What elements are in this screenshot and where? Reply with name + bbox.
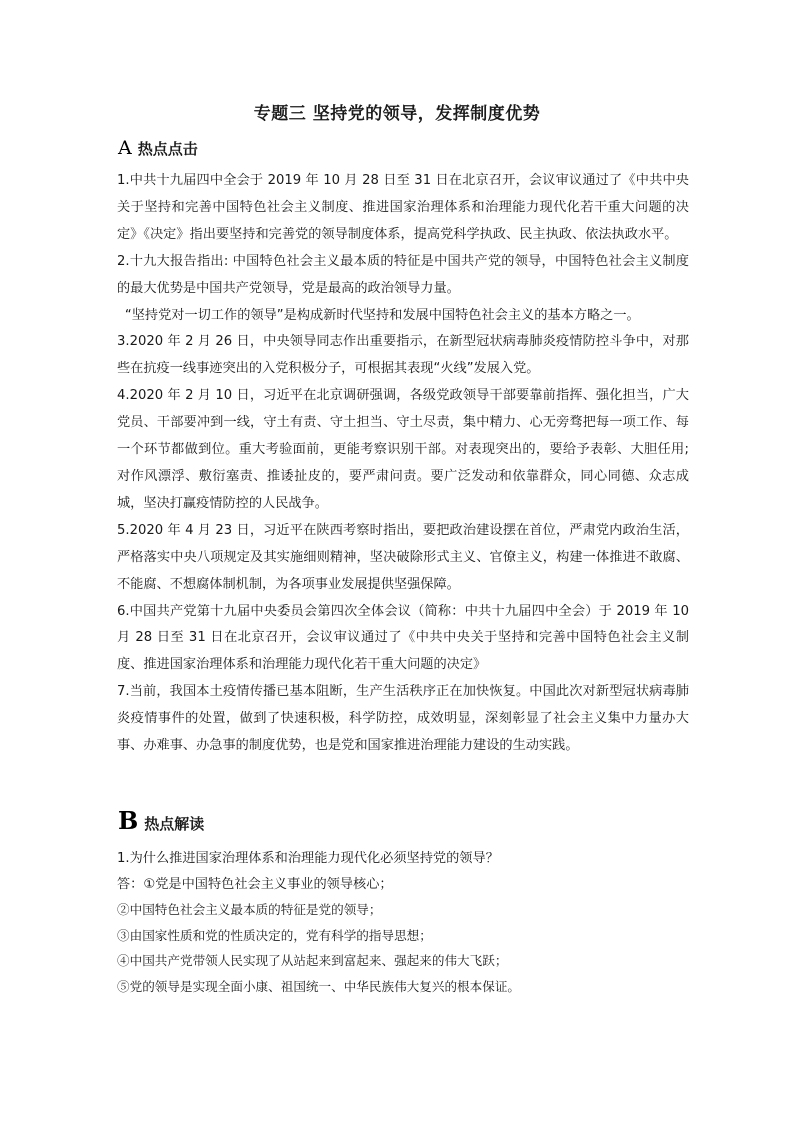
section-a-letter: A	[118, 137, 132, 159]
interpretation-block	[117, 846, 697, 1000]
hot-topics-list	[117, 168, 689, 760]
hot-topic-item-2: 2.十九大报告指出: 中国特色社会主义最本质的特征是中国共产党的领导，中国特色社会主义制度的最大优势是中国共产党领导，党是最高的政治领导力量。	[117, 253, 689, 296]
answer-line-5: ⑤党的领导是实现全面小康、祖国统一、中华民族伟大复兴的根本保证。	[117, 978, 520, 994]
question: 1.为什么推进国家治理体系和治理能力现代化必须坚持党的领导？	[117, 851, 499, 866]
section-b-heading	[118, 806, 204, 835]
section-b-letter: B	[118, 806, 139, 835]
hot-topic-item-3: 3.2020 年 2 月 26 日，中央领导同志作出重要指示，在新型冠状病毒肺炎疫情防控斗争中，对那些在抗疫一线事迹突出的入党积极分子，可根据其表现“火线”发展入党。	[117, 334, 689, 377]
hot-topic-item-5: 5.2020 年 4 月 23 日，习近平在陕西考察时指出，要把政治建设摆在首位，严肃党内政治生活，严格落实中央八项规定及其实施细则精神，坚决破除形式主义、官僚主义，构建一体推进不敢腐、不能腐、不想腐体制机制，为各项事业发展提供坚强保障。	[117, 522, 689, 592]
answer-line-4: ④中国共产党带领人民实现了从站起来到富起来、强起来的伟大飞跃；	[117, 953, 508, 969]
section-b-label: 热点解读	[144, 815, 205, 833]
page-title: 专题三 坚持党的领导，发挥制度优势	[253, 104, 541, 124]
section-a-label: 热点点击	[137, 140, 198, 158]
hot-topic-item-6: 6.中国共产党第十九届中央委员会第四次全体会议（简称：中共十九届四中全会）于 2019 年 10 月 28 日至 31 日在北京召开，会议审议通过了《中共中央关于坚持和完善中国特色社会主义制度、推进国家治理体系和治理能力现代化若干重大问题的决定》	[117, 603, 689, 673]
hot-topic-item-2-continued: “坚持党对一切工作的领导”是构成新时代坚持和发展中国特色社会主义的基本方略之一。	[124, 307, 640, 323]
answer-line-2: ②中国特色社会主义最本质的特征是党的领导；	[117, 902, 382, 918]
answer-line-1: 答：①党是中国特色社会主义事业的领导核心；	[117, 876, 393, 892]
hot-topic-item-7: 7.当前，我国本土疫情传播已基本阻断，生产生活秩序正在加快恢复。中国此次对新型冠状病毒肺炎疫情事件的处置，做到了快速积极，科学防控，成效明显，深刻彰显了社会主义集中力量办大事、办难事、办急事的制度优势，也是党和国家推进治理能力建设的生动实践。	[117, 684, 689, 754]
hot-topic-item-1: 1.中共十九届四中全会于 2019 年 10 月 28 日至 31 日在北京召开，会议审议通过了《中共中央关于坚持和完善中国特色社会主义制度、推进国家治理体系和治理能力现代化若干重大问题的决定》《决定》指出要坚持和完善党的领导制度体系，提高党科学执政、民主执政、依法执政水平。	[117, 173, 689, 242]
hot-topic-item-4: 4.2020 年 2 月 10 日，习近平在北京调研强调，各级党政领导干部要靠前指挥、强化担当，广大党员、干部要冲到一线，守土有责、守土担当、守土尽责，集中精力、心无旁骛把每一项工作、每一个环节都做到位。重大考验面前，更能考察识别干部。对表现突出的，要给予表彰、大胆任用; 对作风漂浮、敷衍塞责、推诿扯皮的，要严肃问责。要广泛发动和依靠群众，同心同德、众志成城，坚决打赢疫情防控的人民战争。	[117, 388, 689, 511]
section-a-heading	[118, 137, 198, 159]
answer-line-3: ③由国家性质和党的性质决定的，党有科学的指导思想；	[117, 927, 432, 943]
